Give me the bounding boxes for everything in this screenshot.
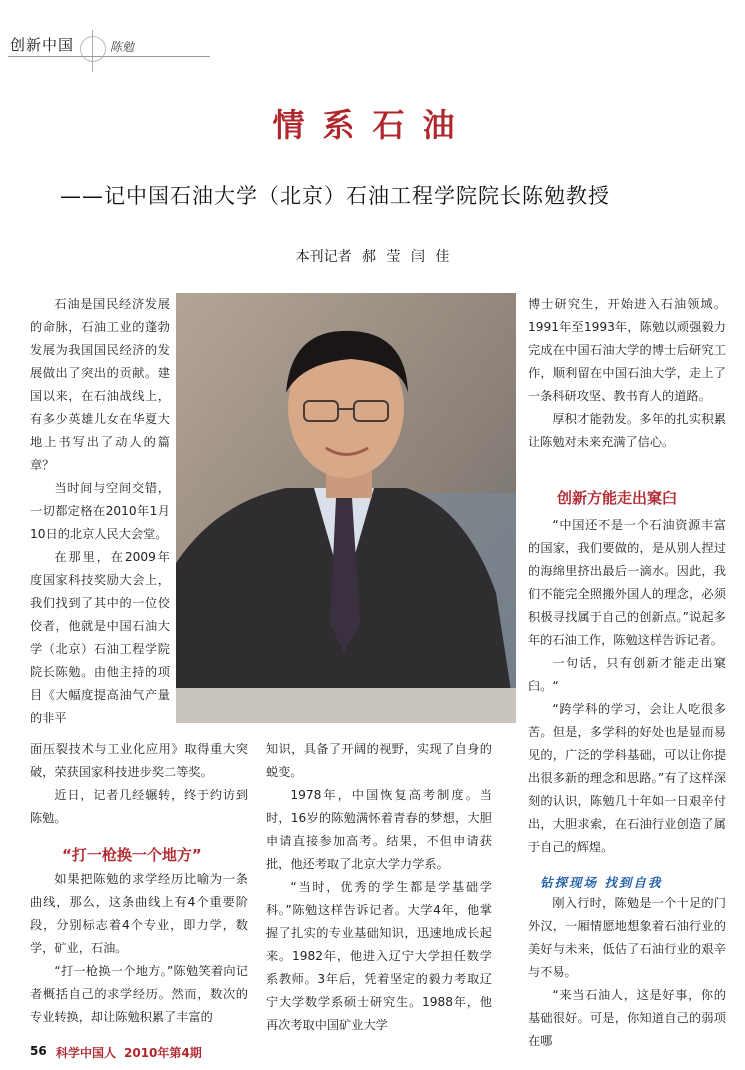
column-2 (266, 738, 492, 1037)
section-heading: 钻探现场 找到自我 (540, 875, 663, 890)
paragraph: “当时，优秀的学生都是学基础学科。”陈勉这样告诉记者。大学4年，他掌握了扎实的专业基础知识，迅速地成长起来。1982年，他进入辽宁大学担任数学系教师。3年后，凭着坚定的毅力考取辽宁大学数学系硕士研究生。1988年，他再次考取中国矿业大学 (266, 880, 492, 1032)
section-heading: 创新方能走出窠臼 (557, 489, 678, 507)
paragraph: 近日，记者几经辗转，终于约访到陈勉。 (30, 788, 248, 825)
column-3-middle (528, 514, 726, 859)
paragraph: 博士研究生，开始进入石油领域。1991年至1993年，陈勉以顽强毅力完成在中国石油大学的博士后研究工作，顺利留在中国石油大学，走上了一条科研攻坚、教书育人的道路。 (528, 297, 726, 403)
paragraph: “中国还不是一个石油资源丰富的国家，我们要做的，是从别人捏过的海绵里挤出最后一滴水。因此，我们不能完全照搬外国人的理念，必须积极寻找属于自己的创新点。”说起多年的石油工作，陈勉这样告诉记者。 (528, 518, 726, 647)
article-title: 情系石油 (272, 106, 473, 144)
paragraph: 厚积才能勃发。多年的扎实积累让陈勉对未来充满了信心。 (528, 412, 726, 449)
column-3-bottom (528, 892, 726, 1053)
issue-label: 2010年第4期 (124, 1046, 202, 1060)
paragraph: 面压裂技术与工业化应用》取得重大突破，荣获国家科技进步奖二等奖。 (30, 742, 248, 779)
header-divider (8, 56, 210, 57)
author-signature: 陈勉 (110, 40, 135, 54)
paragraph: 刚入行时，陈勉是一个十足的门外汉，一厢情愿地想象着石油行业的美好与未来，低估了石油行业的艰辛与不易。 (528, 896, 726, 979)
section-label: 创新中国 (10, 36, 75, 54)
paragraph: 如果把陈勉的求学经历比喻为一条曲线，那么，这条曲线上有4个重要阶段，分别标志着4个专业，即力学，数学，矿业，石油。 (30, 872, 248, 955)
header-decoration-line (92, 30, 93, 72)
section-heading: “打一枪换一个地方” (62, 846, 202, 864)
page-number: 56 (30, 1044, 47, 1058)
paragraph: 当时间与空间交错，一切都定格在2010年1月10日的北京人民大会堂。 (30, 481, 170, 541)
paragraph: 1978年，中国恢复高考制度。当时，16岁的陈勉满怀着青春的梦想，大胆申请直接参加高考。结果，不但申请获批，他还考取了北京大学力学系。 (266, 788, 492, 871)
byline: 本刊记者 郝 莹 闫 佳 (295, 249, 450, 265)
portrait-photo (176, 293, 516, 723)
paragraph: 在那里，在2009年度国家科技奖励大会上，我们找到了其中的一位佼佼者，他就是中国石油大学（北京）石油工程学院院长陈勉。由他主持的项目《大幅度提高油气产量的非平 (30, 550, 170, 725)
paragraph: 一句话，只有创新才能走出窠臼。“ (528, 656, 726, 693)
paragraph: “打一枪换一个地方。”陈勉笑着向记者概括自己的求学经历。然而，数次的专业转换，却让陈勉积累了丰富的 (30, 964, 248, 1024)
column-3-top (528, 293, 726, 454)
article-subtitle: ——记中国石油大学（北京）石油工程学院院长陈勉教授 (60, 184, 610, 208)
paragraph: “来当石油人，这是好事，你的基础很好。可是，你知道自己的弱项在哪 (528, 988, 726, 1048)
column-1-top (30, 293, 170, 730)
paragraph: 知识，具备了开阔的视野，实现了自身的蜕变。 (266, 742, 492, 779)
column-1-bottom (30, 868, 248, 1029)
header-decoration-circle (80, 36, 106, 62)
magazine-name: 科学中国人 (56, 1046, 117, 1060)
paragraph: “跨学科的学习，会让人吃很多苦。但是，多学科的好处也是显而易见的，广泛的学科基础，可以让你提出很多新的理念和思路。”有了这样深刻的认识，陈勉几十年如一日艰辛付出，大胆求索，在石油行业创造了属于自己的辉煌。 (528, 702, 726, 854)
column-1-middle (30, 738, 248, 830)
paragraph: 石油是国民经济发展的命脉，石油工业的蓬勃发展为我国国民经济的发展做出了突出的贡献。建国以来，在石油战线上，有多少英雄儿女在华夏大地上书写出了动人的篇章？ (30, 297, 170, 472)
